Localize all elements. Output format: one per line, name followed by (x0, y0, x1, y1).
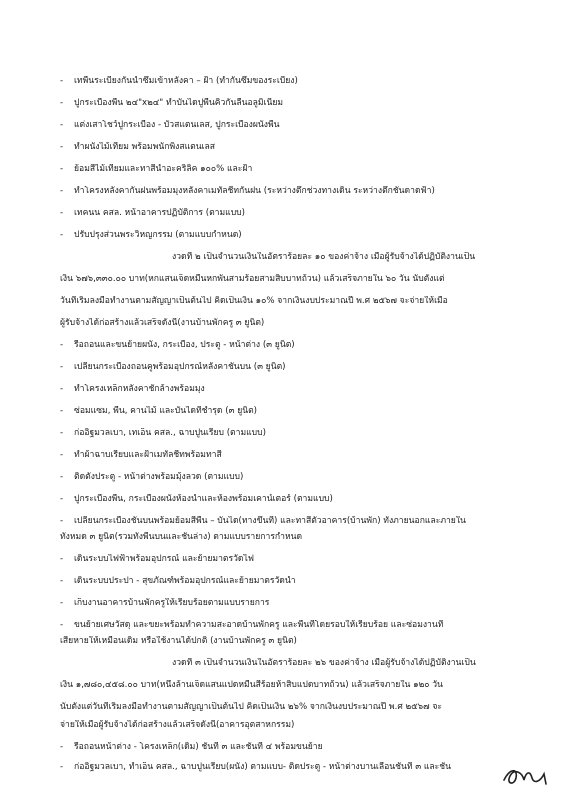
bullet-item: - เทคนน คสล. หน้าอาคารปฏิบัติการ (ตามแบบ) (60, 208, 540, 219)
paragraph-line: งวดที่ ๒ เป็นจำนวนเงินในอัตราร้อยละ ๑๐ ของค่าจ้าง เมื่อผู้รับจ้างได้ปฏิบัติงานเป็น (172, 252, 476, 262)
bullet-item: - ทำโครงเหล็กหลังคาชักล้างพร้อมมุง (60, 384, 540, 395)
bullet-item: - ปูกระเบื้องพื้น ๒๔"x๒๔" ทำบันไดปูพื้นคิ้วกันลื่นอลูมิเนียม (60, 98, 540, 109)
bullet-item: - ทำโครงหลังคากันฝนพร้อมมุงหลังคาเมทัลชีทกันฝน (ระหว่างตึกช่วงทางเดิน ระหว่างตึกชั้นดาดฟ้า) (60, 186, 540, 197)
bullet-item: - ขนย้ายเศษวัสดุ และขยะพร้อมทำความสะอาดบ้านพักครู และพื้นที่โดยรอบให้เรียบร้อย และซ่อมงานที่ (60, 620, 540, 631)
bullet-item: - เดินระบบประปา - สุขภัณฑ์พร้อมอุปกรณ์และย้ายมาตรวัดน้ำ (60, 576, 540, 587)
bullet-continuation: ทั้งหมด ๓ ยูนิต(รวมทั้งพื้นบนและชั้นล่าง) ตามแบบรายการกำหนด (60, 532, 303, 542)
bullet-item: - เปลี่ยนกระเบื้องชั้นบนพร้อมย้อมสีพื้น – บันได(ทางขึ้นที่) และทาสีตัวอาคาร(บ้านพัก) ทั้งภายนอกและภายใน (60, 516, 540, 527)
bullet-item: - เทพื้นระเบียงกันน้ำซึมเข้าหลังคา – ฝ้า (ทำกันซึมของระเบียง) (60, 76, 540, 87)
paragraph-line: จ่ายให้เมื่อผู้รับจ้างได้ก่อสร้างแล้วเสร็จดังนี้(อาคารอุตสาหกรรม) (60, 720, 295, 730)
paragraph-line: นับตั้งแต่วันที่เริ่มลงมือทำงานตามสัญญาเป็นต้นไป คิดเป็นเงิน ๒๖% จากเงินงบประมาณปี พ.ศ ๒๕๖๗ จะ (60, 702, 442, 712)
paragraph-line: ผู้รับจ้างได้ก่อสร้างแล้วเสร็จดังนี้(งานบ้านพักครู ๓ ยูนิต) (60, 318, 265, 328)
bullet-item: - ก่ออิฐมวลเบา, ทำเอ็น คสล., ฉาบปูนเรียบ(ผนัง) ตามแบบ- ติดประตู - หน้าต่างบานเลื่อนชั้นที่ ๓ และชั้น (60, 762, 540, 773)
paragraph-line: งวดที่ ๓ เป็นจำนวนเงินในอัตราร้อยละ ๒๖ ของค่าจ้าง เมื่อผู้รับจ้างได้ปฏิบัติงานเป็น (172, 658, 476, 668)
bullet-item: - ติดตั้งประตู - หน้าต่างพร้อมมุ้งลวด (ตามแบบ) (60, 472, 540, 483)
bullet-continuation: เสียหายให้เหมือนเดิม หรือใช้งานได้ปกติ (งานบ้านพักครู ๓ ยูนิต) (60, 636, 297, 646)
bullet-item: - เปลี่ยนกระเบื้องถอนคูพร้อมอุปกรณ์หลังคาชั้นบน (๓ ยูนิต) (60, 362, 540, 373)
bullet-item: - ทำผนังไม้เทียม พร้อมพนักพิงสแตนเลส (60, 142, 540, 153)
bullet-item: - ก่ออิฐมวลเบา, เทเอ็น คสล., ฉาบปูนเรียบ (ตามแบบ) (60, 428, 540, 439)
paragraph-line: วันที่เริ่มลงมือทำงานตามสัญญาเป็นต้นไป คิดเป็นเงิน ๑๐% จากเงินงบประมาณปี พ.ศ ๒๕๖๗ จะจ่ายให้เมื่อ (60, 296, 448, 306)
bullet-item: - เก็บงานอาคารบ้านพักครูให้เรียบร้อยตามแบบรายการ (60, 598, 540, 609)
bullet-item: - ทำผ้าฉาบเรียบและฝ้าเมทัลชีทพร้อมทาสี (60, 450, 540, 461)
bullet-item: - รื้อถอนหน้าต่าง - โครงเหล็ก(เดิม) ชั้นที่ ๓ และชั้นที่ ๔ พร้อมขนย้าย (60, 742, 540, 753)
bullet-item: - ปูกระเบื้องพื้น, กระเบื้องผนังห้องน้ำและห้องพร้อมเคาน์เตอร์ (ตามแบบ) (60, 494, 540, 505)
paragraph-line: เงิน ๖๗๖,๓๓๐.๐๐ บาท(หกแสนเจ็ดหมื่นหกพันสามร้อยสามสิบบาทถ้วน) แล้วเสร็จภายใน ๖๐ วัน นับตั้งแต่ (60, 274, 445, 284)
signature-mark (500, 760, 552, 790)
bullet-item: - แต่งเสาโชว์ปูกระเบื้อง - บัวสแตนเลส, ปูกระเบื้องผนังพื้น (60, 120, 540, 131)
paragraph-line: เงิน ๑,๗๘๐,๔๕๘.๐๐ บาท(หนึ่งล้านเจ็ดแสนแปดหมื่นสี่ร้อยห้าสิบแปดบาทถ้วน) แล้วเสร็จภายใน ๑๒๐ วัน (60, 680, 443, 690)
bullet-item: - รื้อถอนและขนย้ายผนัง, กระเบื้อง, ประตู - หน้าต่าง (๓ ยูนิต) (60, 340, 540, 351)
bullet-item: - ปรับปรุงส่วนพระวิหญกรรม (ตามแบบกำหนด) (60, 230, 540, 241)
bullet-item: - ย้อมสีไม้เทียมและทาสีน้ำอะคริลิค ๑๐๐% และฝ้า (60, 164, 540, 175)
bullet-item: - เดินระบบไฟฟ้าพร้อมอุปกรณ์ และย้ายมาตรวัดไฟ (60, 554, 540, 565)
bullet-item: - ซ่อมแซม, พื้น, คานไม้ และบันไดที่ชำรุด (๓ ยูนิต) (60, 406, 540, 417)
